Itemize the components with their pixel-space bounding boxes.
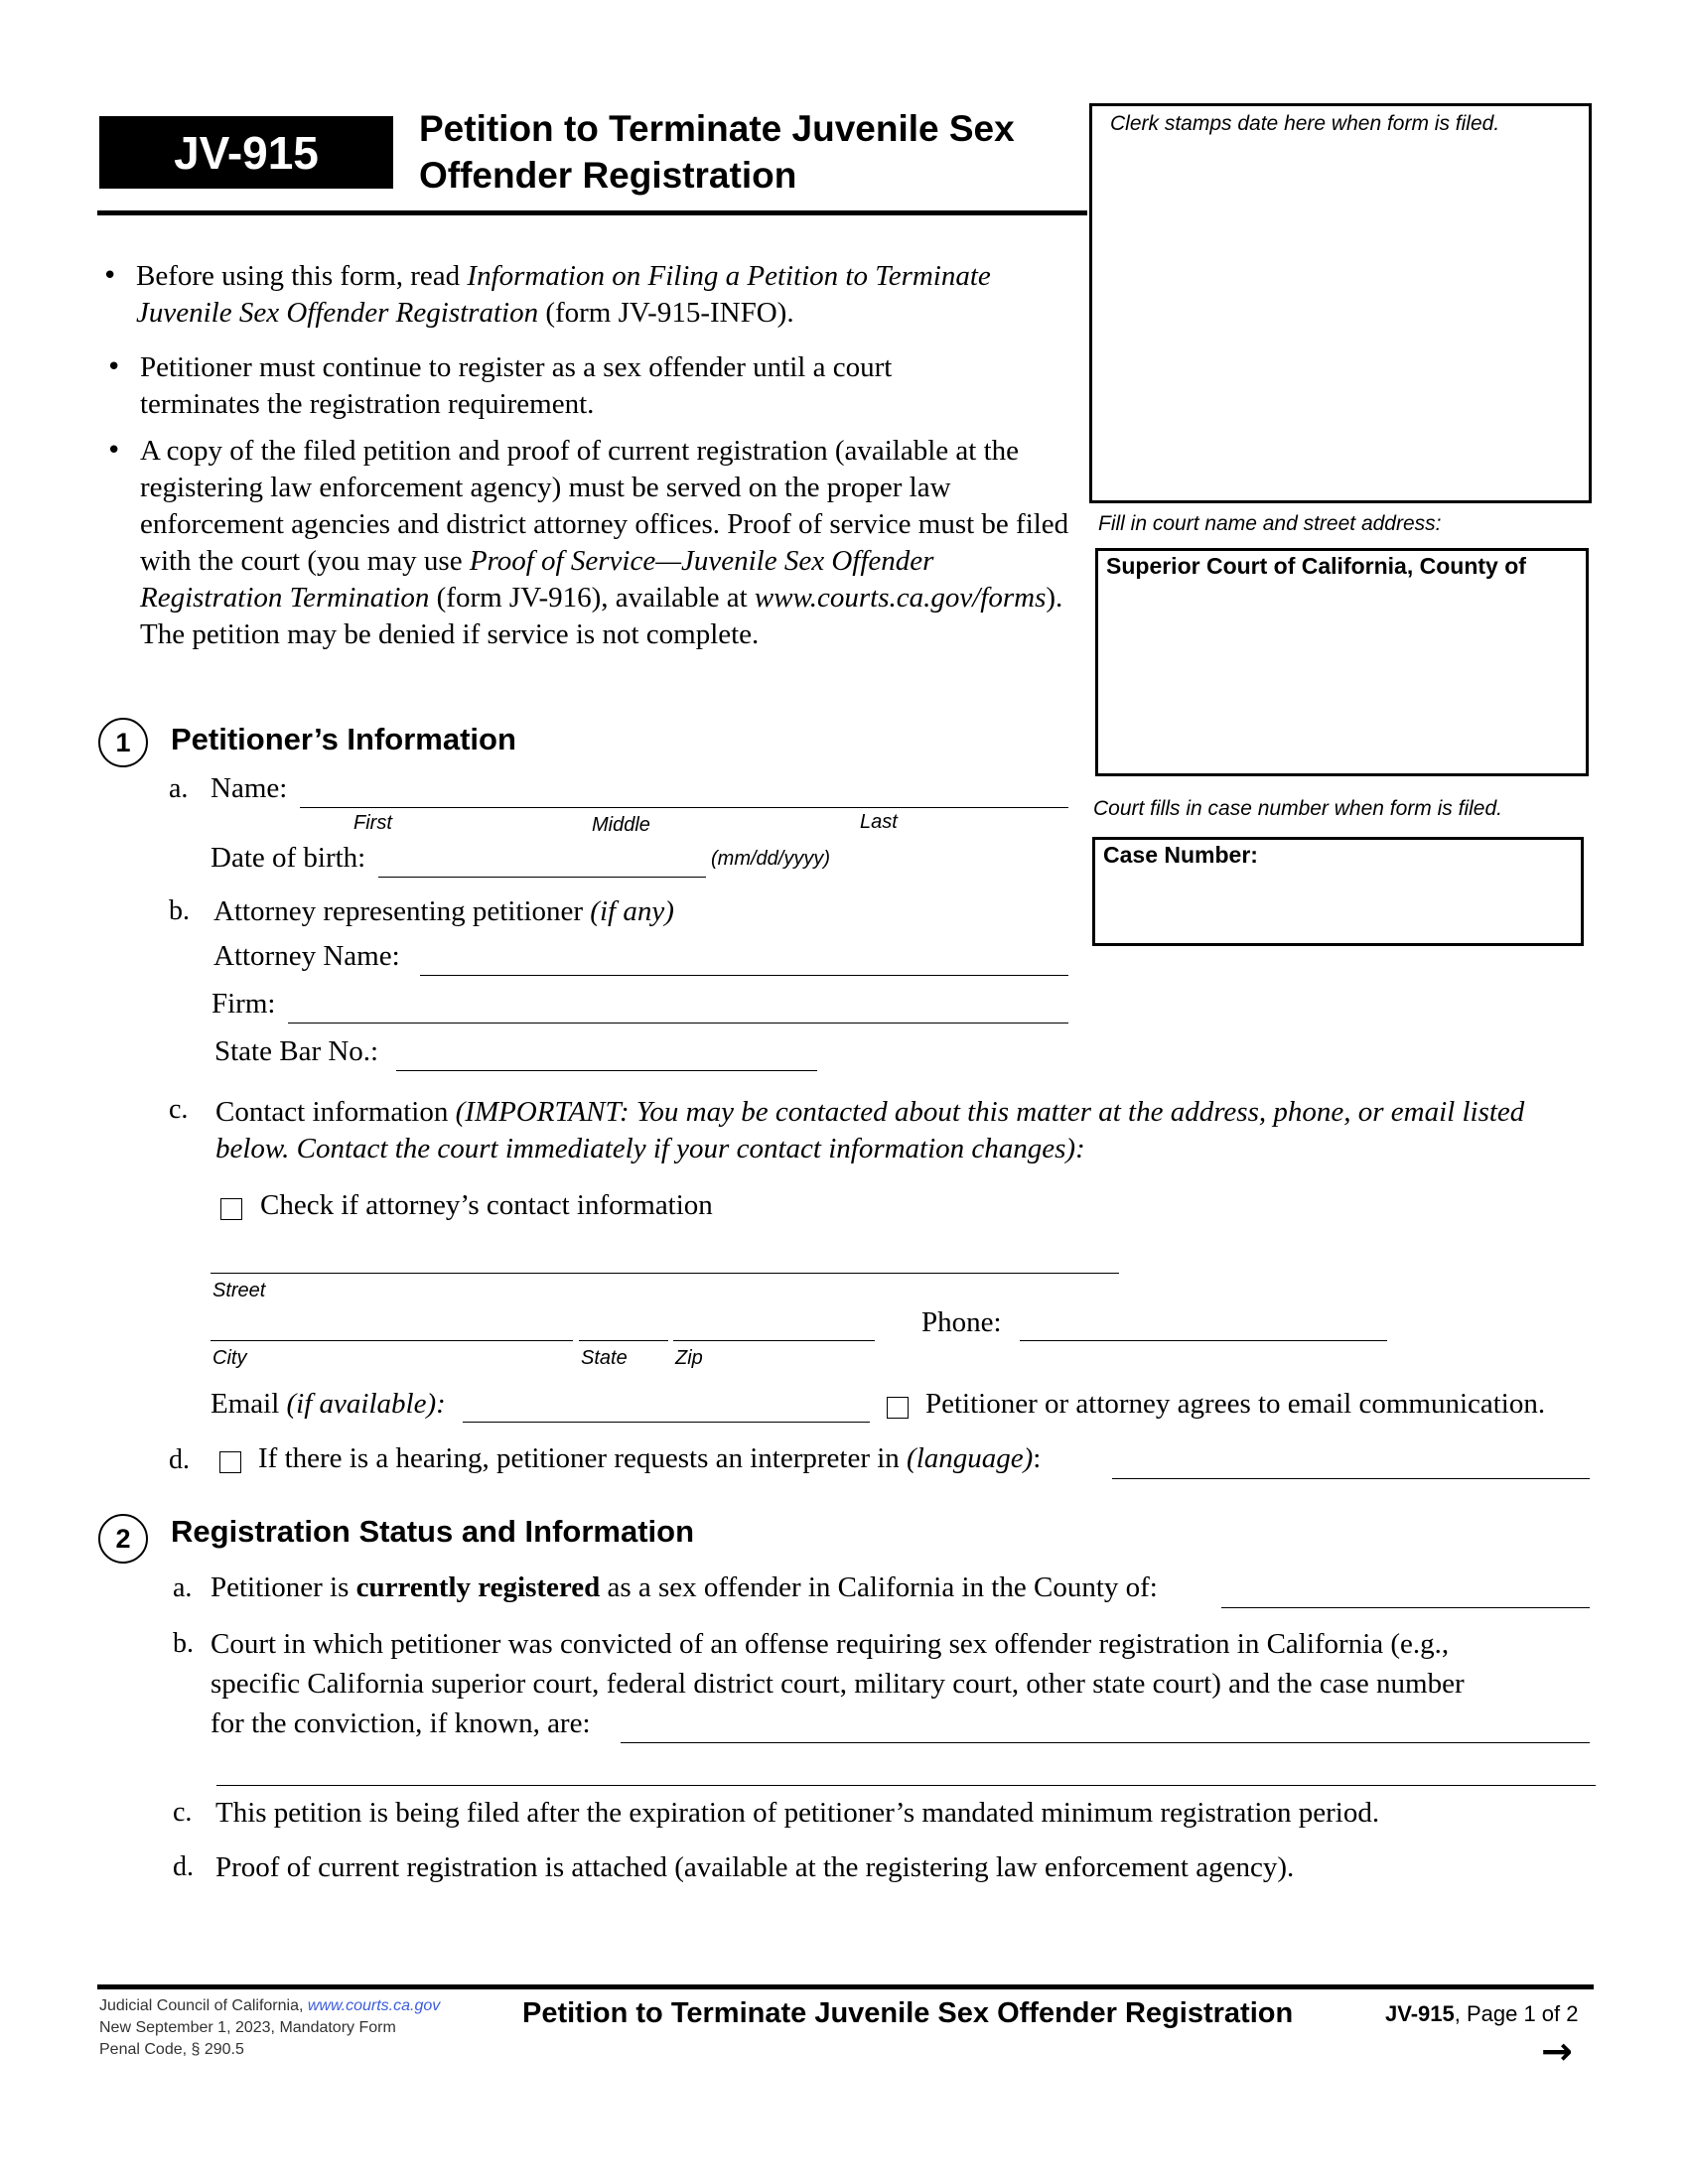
interpreter-label: If there is a hearing, petitioner requests an interpreter in (language):: [258, 1442, 1042, 1474]
court-name-box[interactable]: [1095, 548, 1589, 776]
form-title: [419, 105, 1074, 199]
email-label: Email (if available):: [211, 1388, 446, 1420]
bullet-dot-icon: •: [102, 261, 118, 291]
footer-code: Penal Code, § 290.5: [99, 2041, 244, 2058]
firm-input[interactable]: [288, 1023, 1068, 1024]
zip-caption: Zip: [675, 1347, 703, 1369]
conviction-court-line1: Court in which petitioner was convicted of an offense requiring sex offender registration in California (e.g.,: [211, 1628, 1450, 1660]
form-title-line2: Offender Registration: [419, 155, 797, 196]
section-2-number: 2: [98, 1514, 148, 1564]
item-2c-letter: c.: [173, 1797, 193, 1828]
attorney-contact-label: Check if attorney’s contact information: [260, 1189, 713, 1221]
bullet-must-register: • Petitioner must continue to register as a sex offender until a court terminates the registration requirement.: [106, 351, 893, 420]
case-number-title: Case Number:: [1103, 842, 1258, 868]
case-number-box[interactable]: [1092, 837, 1584, 946]
dob-input[interactable]: [378, 877, 706, 878]
email-agree-checkbox[interactable]: [887, 1397, 909, 1419]
conviction-court-input-2[interactable]: [216, 1785, 1596, 1786]
state-bar-label: State Bar No.:: [214, 1035, 379, 1067]
city-caption: City: [212, 1347, 247, 1369]
name-input[interactable]: [300, 807, 1068, 808]
email-input[interactable]: [463, 1422, 870, 1423]
name-caption-first: First: [353, 812, 392, 834]
street-input[interactable]: [211, 1273, 1119, 1274]
footer-title: Petition to Terminate Juvenile Sex Offender Registration: [522, 1997, 1294, 2029]
proof-registration-text: Proof of current registration is attached (available at the registering law enforcement agency).: [215, 1851, 1295, 1883]
next-page-arrow-icon: →: [1541, 2029, 1573, 2073]
item-2d-letter: d.: [173, 1851, 194, 1882]
item-2a-letter: a.: [173, 1572, 193, 1603]
footer-rule: [97, 1984, 1594, 1989]
name-caption-middle: Middle: [592, 814, 650, 836]
bullet-service: • A copy of the filed petition and proof of current registration (available at the registering law enforcement agency) must be served on the proper law enforcement agencies and district attorney offices. Proof of service must be filed with the court (you may use Proof of Service—Juvenile Sex Offender Registration Termination (form JV-916), available at www.courts.ca.gov/forms). The petition may be denied if service is not complete.: [106, 435, 1069, 650]
street-caption: Street: [212, 1280, 266, 1301]
footer-date: New September 1, 2023, Mandatory Form: [99, 2019, 396, 2036]
footer-council: Judicial Council of California, www.courts.ca.gov: [99, 1997, 441, 2014]
interpreter-language-input[interactable]: [1112, 1478, 1590, 1479]
name-label: Name:: [211, 772, 288, 804]
attorney-name-label: Attorney Name:: [213, 940, 400, 972]
attorney-contact-checkbox[interactable]: [220, 1198, 242, 1220]
case-box-caption: Court fills in case number when form is filed.: [1093, 797, 1502, 820]
footer-page: JV-915, Page 1 of 2: [1385, 2001, 1579, 2026]
court-name-title: Superior Court of California, County of: [1106, 553, 1526, 579]
item-1b-letter: b.: [169, 895, 190, 926]
section-1-number: 1: [98, 718, 148, 767]
dob-label: Date of birth:: [211, 842, 366, 874]
section-1-title: Petitioner’s Information: [171, 722, 516, 756]
clerk-stamp-label: Clerk stamps date here when form is filed.: [1110, 112, 1500, 135]
conviction-court-line2: specific California superior court, federal district court, military court, other state court) and the case number: [211, 1668, 1465, 1700]
contact-info-text: Contact information (IMPORTANT: You may be contacted about this matter at the address, phone, or email listed below. Contact the court immediately if your contact information changes):: [215, 1096, 1525, 1164]
state-input[interactable]: [579, 1340, 668, 1341]
attorney-name-input[interactable]: [420, 975, 1068, 976]
state-bar-input[interactable]: [396, 1070, 817, 1071]
conviction-court-input[interactable]: [621, 1742, 1590, 1743]
item-2b-letter: b.: [173, 1628, 194, 1659]
courts-link[interactable]: www.courts.ca.gov: [307, 1997, 441, 2014]
item-1a-letter: a.: [169, 773, 189, 804]
phone-label: Phone:: [921, 1306, 1002, 1338]
form-title-line1: Petition to Terminate Juvenile Sex: [419, 108, 1015, 149]
bullet-read-info: • Before using this form, read Information on Filing a Petition to Terminate Juvenile Sex Offender Registration (form JV-915-INFO).: [102, 260, 991, 329]
form-id-box: [99, 116, 393, 189]
registered-county-input[interactable]: [1221, 1607, 1590, 1608]
phone-input[interactable]: [1020, 1340, 1387, 1341]
bullet-dot-icon: •: [106, 352, 122, 382]
state-caption: State: [581, 1347, 628, 1369]
attorney-intro: Attorney representing petitioner (if any): [213, 895, 674, 927]
form-id: JV-915: [174, 126, 319, 179]
clerk-stamp-box: [1089, 103, 1592, 503]
bullet-dot-icon: •: [106, 436, 122, 466]
dob-format: (mm/dd/yyyy): [711, 848, 830, 870]
item-1c-letter: c.: [169, 1094, 189, 1125]
conviction-court-line3: for the conviction, if known, are:: [211, 1707, 591, 1739]
firm-label: Firm:: [211, 988, 276, 1020]
court-box-caption: Fill in court name and street address:: [1098, 512, 1442, 535]
item-1d-letter: d.: [169, 1444, 190, 1475]
minimum-period-text: This petition is being filed after the expiration of petitioner’s mandated minimum registration period.: [215, 1797, 1380, 1829]
section-2-title: Registration Status and Information: [171, 1514, 695, 1549]
zip-input[interactable]: [673, 1340, 875, 1341]
email-agree-label: Petitioner or attorney agrees to email communication.: [925, 1388, 1546, 1420]
registered-county-text: Petitioner is currently registered as a sex offender in California in the County of:: [211, 1571, 1158, 1603]
name-caption-last: Last: [860, 811, 898, 833]
header-rule: [97, 210, 1087, 215]
interpreter-checkbox[interactable]: [219, 1451, 241, 1473]
city-input[interactable]: [211, 1340, 573, 1341]
